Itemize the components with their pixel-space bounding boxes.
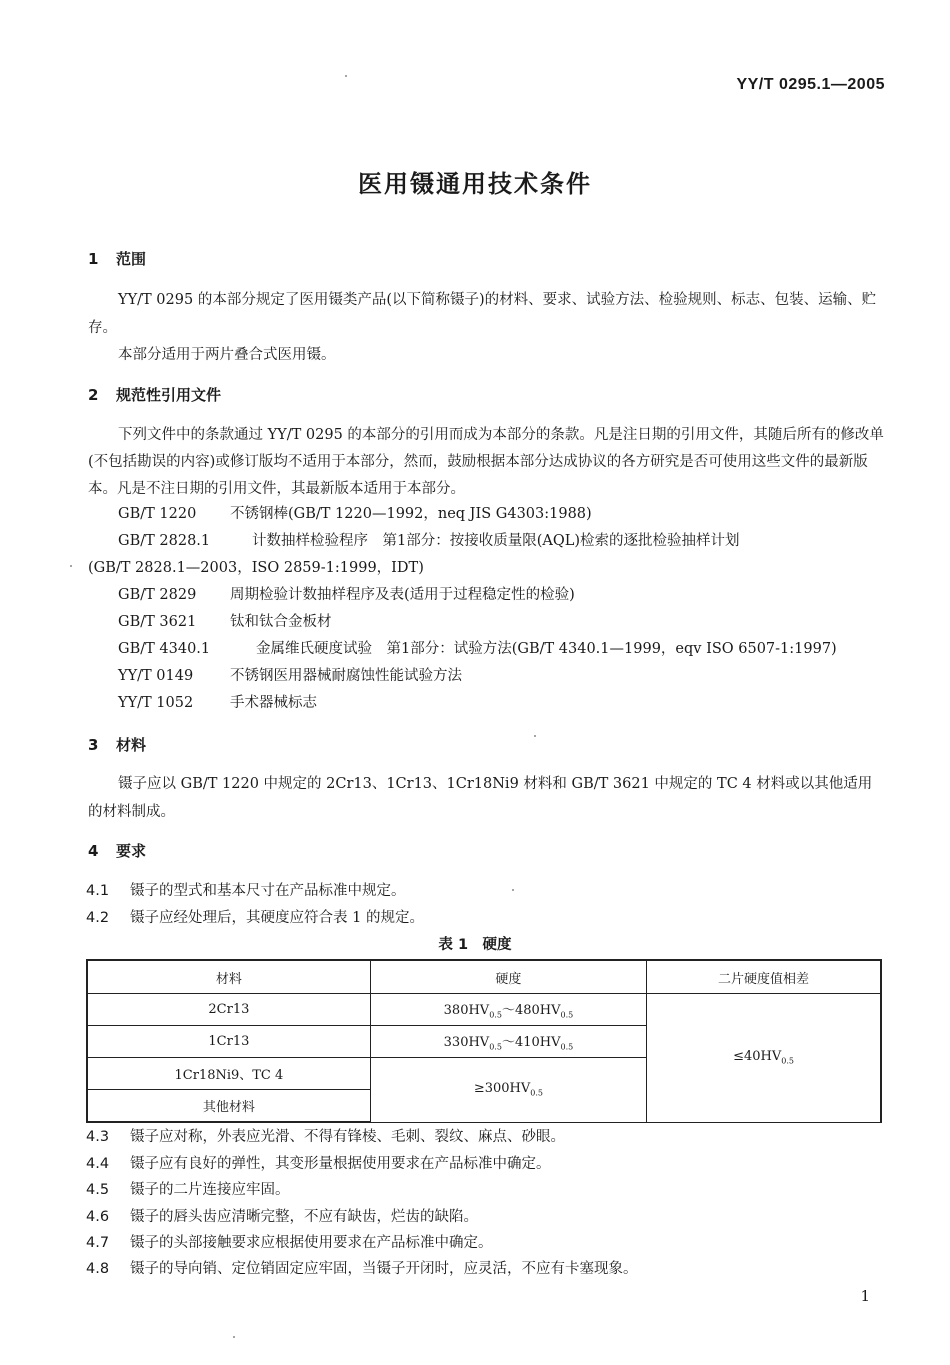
clause-4-3 bbox=[86, 1125, 565, 1146]
hardness-table bbox=[86, 959, 882, 1123]
clause-4-5 bbox=[86, 1178, 290, 1199]
reference-item bbox=[118, 691, 317, 712]
reference-item bbox=[118, 529, 740, 550]
clause-4-7 bbox=[86, 1231, 493, 1252]
section-number: 3 bbox=[88, 736, 99, 754]
clause-number: 4.3 bbox=[86, 1129, 110, 1145]
hardness-difference-cell bbox=[647, 994, 881, 1123]
section-1-heading bbox=[88, 248, 146, 269]
clause-4-1 bbox=[86, 879, 406, 900]
section-2-heading bbox=[88, 384, 221, 405]
clause-4-2 bbox=[86, 906, 424, 927]
column-header-material: 材料 bbox=[87, 960, 370, 994]
hardness-cell bbox=[370, 1058, 646, 1123]
material-cell: 其他材料 bbox=[87, 1090, 370, 1123]
clause-number: 4.2 bbox=[86, 910, 110, 926]
reference-code: GB/T 2828.1 bbox=[118, 533, 211, 549]
scan-speck bbox=[233, 1336, 235, 1338]
reference-code: YY/T 0149 bbox=[118, 668, 194, 684]
material-cell: 1Cr18Ni9、TC 4 bbox=[87, 1058, 370, 1090]
clause-number: 4.8 bbox=[86, 1261, 110, 1277]
section-title: 范围 bbox=[116, 250, 147, 268]
section-title: 规范性引用文件 bbox=[116, 386, 222, 404]
section-number: 4 bbox=[88, 842, 99, 860]
clause-text: 镊子的导向销、定位销固定应牢固，当镊子开闭时，应灵活，不应有卡塞现象。 bbox=[130, 1261, 638, 1277]
reference-code: GB/T 4340.1 bbox=[118, 641, 211, 657]
clause-text: 镊子的唇头齿应清晰完整，不应有缺齿，烂齿的缺陷。 bbox=[130, 1209, 478, 1225]
clause-text: 镊子的型式和基本尺寸在产品标准中规定。 bbox=[130, 883, 406, 899]
page-number: 1 bbox=[860, 1287, 870, 1305]
scan-speck bbox=[345, 75, 347, 77]
reference-item bbox=[118, 583, 575, 604]
hardness-cell bbox=[370, 994, 646, 1026]
reference-code: GB/T 2829 bbox=[118, 587, 197, 603]
section-title: 材料 bbox=[116, 736, 147, 754]
section-4-heading bbox=[88, 840, 146, 861]
section-number: 1 bbox=[88, 250, 99, 268]
reference-item bbox=[118, 637, 837, 658]
reference-title: 手术器械标志 bbox=[230, 695, 317, 711]
reference-title: (GB/T 2828.1—2003，ISO 2859-1:1999，IDT) bbox=[88, 560, 424, 576]
reference-code: GB/T 1220 bbox=[118, 506, 197, 522]
reference-item bbox=[118, 502, 592, 523]
table-1-title: 表 1 硬度 bbox=[438, 937, 512, 953]
clause-number: 4.4 bbox=[86, 1156, 110, 1172]
column-header-hardness: 硬度 bbox=[370, 960, 646, 994]
reference-title: 金属维氏硬度试验 第1部分：试验方法(GB/T 4340.1—1999，eqv ISO 6507-1:1997) bbox=[256, 641, 837, 657]
clause-4-8 bbox=[86, 1257, 638, 1278]
reference-code: YY/T 1052 bbox=[118, 695, 194, 711]
scan-speck bbox=[70, 565, 72, 567]
reference-title: 钛和钛合金板材 bbox=[230, 614, 332, 630]
scan-speck bbox=[534, 735, 536, 737]
reference-item bbox=[118, 610, 332, 631]
hardness-value: $330HV_{0.5}\sim 410HV_{0.5}$ bbox=[443, 1035, 574, 1052]
hardness-value: $380HV_{0.5}\sim 480HV_{0.5}$ bbox=[443, 1003, 574, 1020]
clause-text: 镊子应对称，外表应光滑、不得有锋棱、毛刺、裂纹、麻点、砂眼。 bbox=[130, 1129, 565, 1145]
document-title: 医用镊通用技术条件 bbox=[358, 170, 592, 198]
section-1-paragraph-1: YY/T 0295 的本部分规定了医用镊类产品(以下简称镊子)的材料、要求、试验方法、检验规则、标志、包装、运输、贮存。 bbox=[88, 292, 877, 336]
clause-text: 镊子的头部接触要求应根据使用要求在产品标准中确定。 bbox=[130, 1235, 493, 1251]
section-3-paragraph-1: 镊子应以 GB/T 1220 中规定的 2Cr13、1Cr13、1Cr18Ni9 材料和 GB/T 3621 中规定的 TC 4 材料或以其他适用的材料制成。 bbox=[88, 776, 873, 820]
clause-4-4 bbox=[86, 1152, 551, 1173]
reference-title: 计数抽样检验程序 第1部分：按接收质量限(AQL)检索的逐批检验抽样计划 bbox=[252, 533, 740, 549]
clause-text: 镊子应有良好的弹性，其变形量根据使用要求在产品标准中确定。 bbox=[130, 1156, 551, 1172]
hardness-difference-value: $\le 40HV_{0.5}$ bbox=[733, 1049, 794, 1067]
standard-code: YY/T 0295.1—2005 bbox=[736, 76, 885, 93]
reference-title: 不锈钢棒(GB/T 1220—1992，neq JIS G4303:1988) bbox=[230, 506, 592, 522]
material-cell: 1Cr13 bbox=[87, 1026, 370, 1058]
clause-number: 4.7 bbox=[86, 1235, 110, 1251]
reference-item bbox=[118, 664, 462, 685]
section-3-heading bbox=[88, 734, 146, 755]
reference-title: 周期检验计数抽样程序及表(适用于过程稳定性的检验) bbox=[230, 587, 575, 603]
section-title: 要求 bbox=[116, 842, 147, 860]
clause-number: 4.1 bbox=[86, 883, 110, 899]
section-number: 2 bbox=[88, 386, 99, 404]
section-2-paragraph-1: 下列文件中的条款通过 YY/T 0295 的本部分的引用而成为本部分的条款。凡是注日期的引用文件，其随后所有的修改单(不包括勘误的内容)或修订版均不适用于本部分，然而，鼓励根据本部分达成协议的各方研究是否可使用这些文件的最新版本。凡是不注日期的引用文件，其最新版本适用于本部分。 bbox=[88, 427, 884, 497]
clause-4-6 bbox=[86, 1205, 478, 1226]
clause-number: 4.5 bbox=[86, 1182, 110, 1198]
column-header-difference: 二片硬度值相差 bbox=[647, 960, 881, 994]
table-row bbox=[87, 994, 881, 1026]
scan-speck bbox=[512, 889, 514, 891]
section-1-paragraph-2: 本部分适用于两片叠合式医用镊。 bbox=[118, 347, 336, 363]
hardness-cell bbox=[370, 1026, 646, 1058]
hardness-value: $\ge 300HV_{0.5}$ bbox=[473, 1081, 544, 1099]
reference-title: 不锈钢医用器械耐腐蚀性能试验方法 bbox=[230, 668, 462, 684]
clause-text: 镊子应经处理后，其硬度应符合表 1 的规定。 bbox=[130, 910, 424, 926]
clause-text: 镊子的二片连接应牢固。 bbox=[130, 1182, 290, 1198]
material-cell: 2Cr13 bbox=[87, 994, 370, 1026]
reference-item-continued bbox=[88, 556, 424, 577]
clause-number: 4.6 bbox=[86, 1209, 110, 1225]
reference-code: GB/T 3621 bbox=[118, 614, 197, 630]
